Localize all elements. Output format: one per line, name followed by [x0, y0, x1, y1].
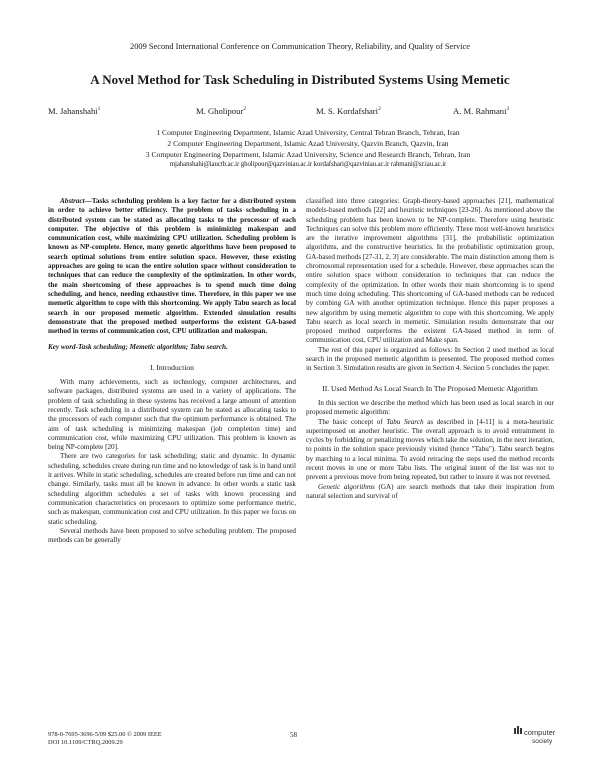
- computer-society-logo-mark: [512, 722, 566, 746]
- affiliation-3: 3 Computer Engineering Department, Islamic Azad University, Science and Research Branch, Tehran, Iran: [145, 149, 471, 159]
- affiliations: [78, 128, 538, 171]
- organization-paragraph: The rest of this paper is organized as follows: In Section 2 used method as local search in the proposed memetic algorithm is presented. The proposed method comes in Section 3. Simulation results are given in Section 4. Section 5 concludes the paper.: [306, 345, 554, 373]
- tabu-search-paragraph: The basic concept of Tabu Search as described in [4-11] is a meta-heuristic superimposed on another heuristic. The overall approach is to avoid entrainment in cycles by forbidding or penalizing moves which take the solution, in the next iteration, to points in the solution space previously visited (hence "Tabu"). Tabu search begins by marching to a local minima. To avoid retracing the steps used the method records recent moves in one or more Tabu lists. The original intent of the list was not to prevent a previous move from being repeated, but rather to insure it was not reversed.: [306, 417, 554, 482]
- abstract: [48, 197, 296, 336]
- logo-text-computer: computer: [524, 728, 556, 737]
- abstract-lead: Abstract: [60, 197, 85, 205]
- genetic-algorithms-paragraph: Genetic algorithms (GA) are search methods that take their inspiration from natural selection and survival of: [306, 482, 554, 500]
- section-1-heading: I. Introduction: [150, 362, 194, 372]
- paper-title: A Novel Method for Task Scheduling in Distributed Systems Using Memetic: [90, 72, 510, 87]
- genetic-algorithms-term: Genetic algorithms: [318, 482, 375, 491]
- tabu-search-term: Tabu Search: [386, 417, 424, 426]
- page-number: 58: [290, 731, 297, 739]
- footer-isbn: 978-0-7695-3696-5/09 $25.00 © 2009 IEEE: [48, 731, 162, 738]
- conference-header: 2009 Second International Conference on Communication Theory, Reliability, and Quality of Service: [130, 42, 470, 51]
- author-3: M. S. Kordafshari$^2$: [316, 106, 381, 116]
- footer-doi: DOI 10.1109/CTRQ.2009.29: [48, 739, 123, 746]
- abstract-text: —Tasks scheduling problem is a key factor for a distributed system in order to achieve better efficiency. The problem of tasks scheduling in a distributed system can be stated as allocating tasks to the processor of each computer. The objective of this problem is minimizing makespan and communication cost, while maximizing CPU utilization. Scheduling problem is known as NP-complete. Hence, many genetic algorithms have been proposed to search optimal solutions from entire solution space. However, these existing approaches are going to scan the entire solution space without consideration to techniques that can reduce the complexity of the optimization. In other words, the main shortcoming of these approaches is to spend much time doing scheduling, and hence, needing exhaustive time. Therefore, in this paper we use memetic algorithm to cope with this shortcoming. We apply Tabu search as local search in our proposed memetic algorithm. Extended simulation results demonstrate that the proposed method outperforms the existent GA-based method in terms of communication cost, CPU utilization and makespan.: [48, 197, 296, 336]
- keywords: Key word-Task scheduling; Memetic algorithm; Tabu search.: [48, 343, 228, 352]
- computer-society-logo: [512, 722, 566, 746]
- intro-paragraph-1: With many achievements, such as technology, computer architectures, and software packages, distributed systems are used in a variety of applications. The problem of task scheduling in these systems has received a large amount of attention recently. Task scheduling in a distributed system can be stated as allocating tasks to the processors of each computer such that the optimum performance is obtained. The aim of task scheduling is minimizing makespan (job completion time) and communication cost, while maximizing CPU utilization. This problem is known as being NP-complete [20].: [48, 378, 296, 452]
- author-4: A. M. Rahmani$^3$: [453, 106, 510, 116]
- left-column: [48, 197, 296, 545]
- author-2: M. Gholipour$^2$: [196, 106, 247, 116]
- right-column: [306, 197, 554, 501]
- author-list: [48, 106, 558, 118]
- intro-paragraph-3: Several methods have been proposed to solve scheduling problem. The proposed methods can be generally: [48, 526, 296, 545]
- logo-text-society: society: [532, 738, 553, 745]
- intro-paragraph-continued: classified into three categories: Graph-theory-based approaches [21], mathematical models-based methods [22] and heuristic techniques [23-26]. As mentioned above the scheduling problem has been known to be NP-complete. Therefore using heuristic Techniques can solve this problem more efficiently. Three most well-known heuristics are the iterative improvement algorithms [31], the probabilistic optimization algorithms, and the constructive heuristics. In the probabilistic optimization group, GA-based methods [27-31, 2, 3] are considerable. The main distinction among them is chromosomal representation used for a schedule. However, these approaches scan the entire solution space without consideration to techniques that can reduce the complexity of the optimization. In other words their main shortcoming is to spend much time doing scheduling. This shortcoming of GA-based methods can be reduced by combing GA with another optimization technique. Hence this paper proposes a new algorithm by using memetic algorithm to cope with this shortcoming. We apply Tabu search as local search in memetic. Simulation results demonstrate that our proposed method outperforms the existent GA-based method in term of communication cost, CPU utilization and Make span.: [306, 197, 554, 345]
- affiliation-1: 1 Computer Engineering Department, Islamic Azad University, Central Tehran Branch, Tehran, Iran: [156, 128, 460, 137]
- footer-copyright: [48, 731, 162, 747]
- affiliation-2: 2 Computer Engineering Department, Islamic Azad University, Qazvin Branch, Qazvin, Iran: [167, 138, 449, 148]
- intro-paragraph-2: There are two categories for task scheduling; static and dynamic. In dynamic scheduling, schedules create during run time and no knowledge of task is in hand until it arrives. While in static scheduling, schedules are created before run time and can not change. Similarly, tasks must all be known in advance. In other words a static task scheduling algorithm schedules a set of tasks with known processing and communication characteristics on processors to optimize some performance metric, such as makespan, communication cost and CPU utilization. In this paper we focus on static scheduling.: [48, 452, 296, 526]
- author-emails: mjahanshahi@iauctb.ac.ir gholipour@qazviniau.ac.ir kordafshari@qazviniau.ac.ir rahmani@sr.iau.ac.ir: [169, 161, 447, 169]
- section-2-heading: II. Used Method As Local Search In The Proposed Memetic Algorithm: [322, 383, 538, 393]
- author-1: M. Jahanshahi$^1$: [48, 106, 101, 116]
- section-2-paragraph-1: In this section we describe the method which has been used as local search in our proposed memetic algorithm:: [306, 398, 554, 417]
